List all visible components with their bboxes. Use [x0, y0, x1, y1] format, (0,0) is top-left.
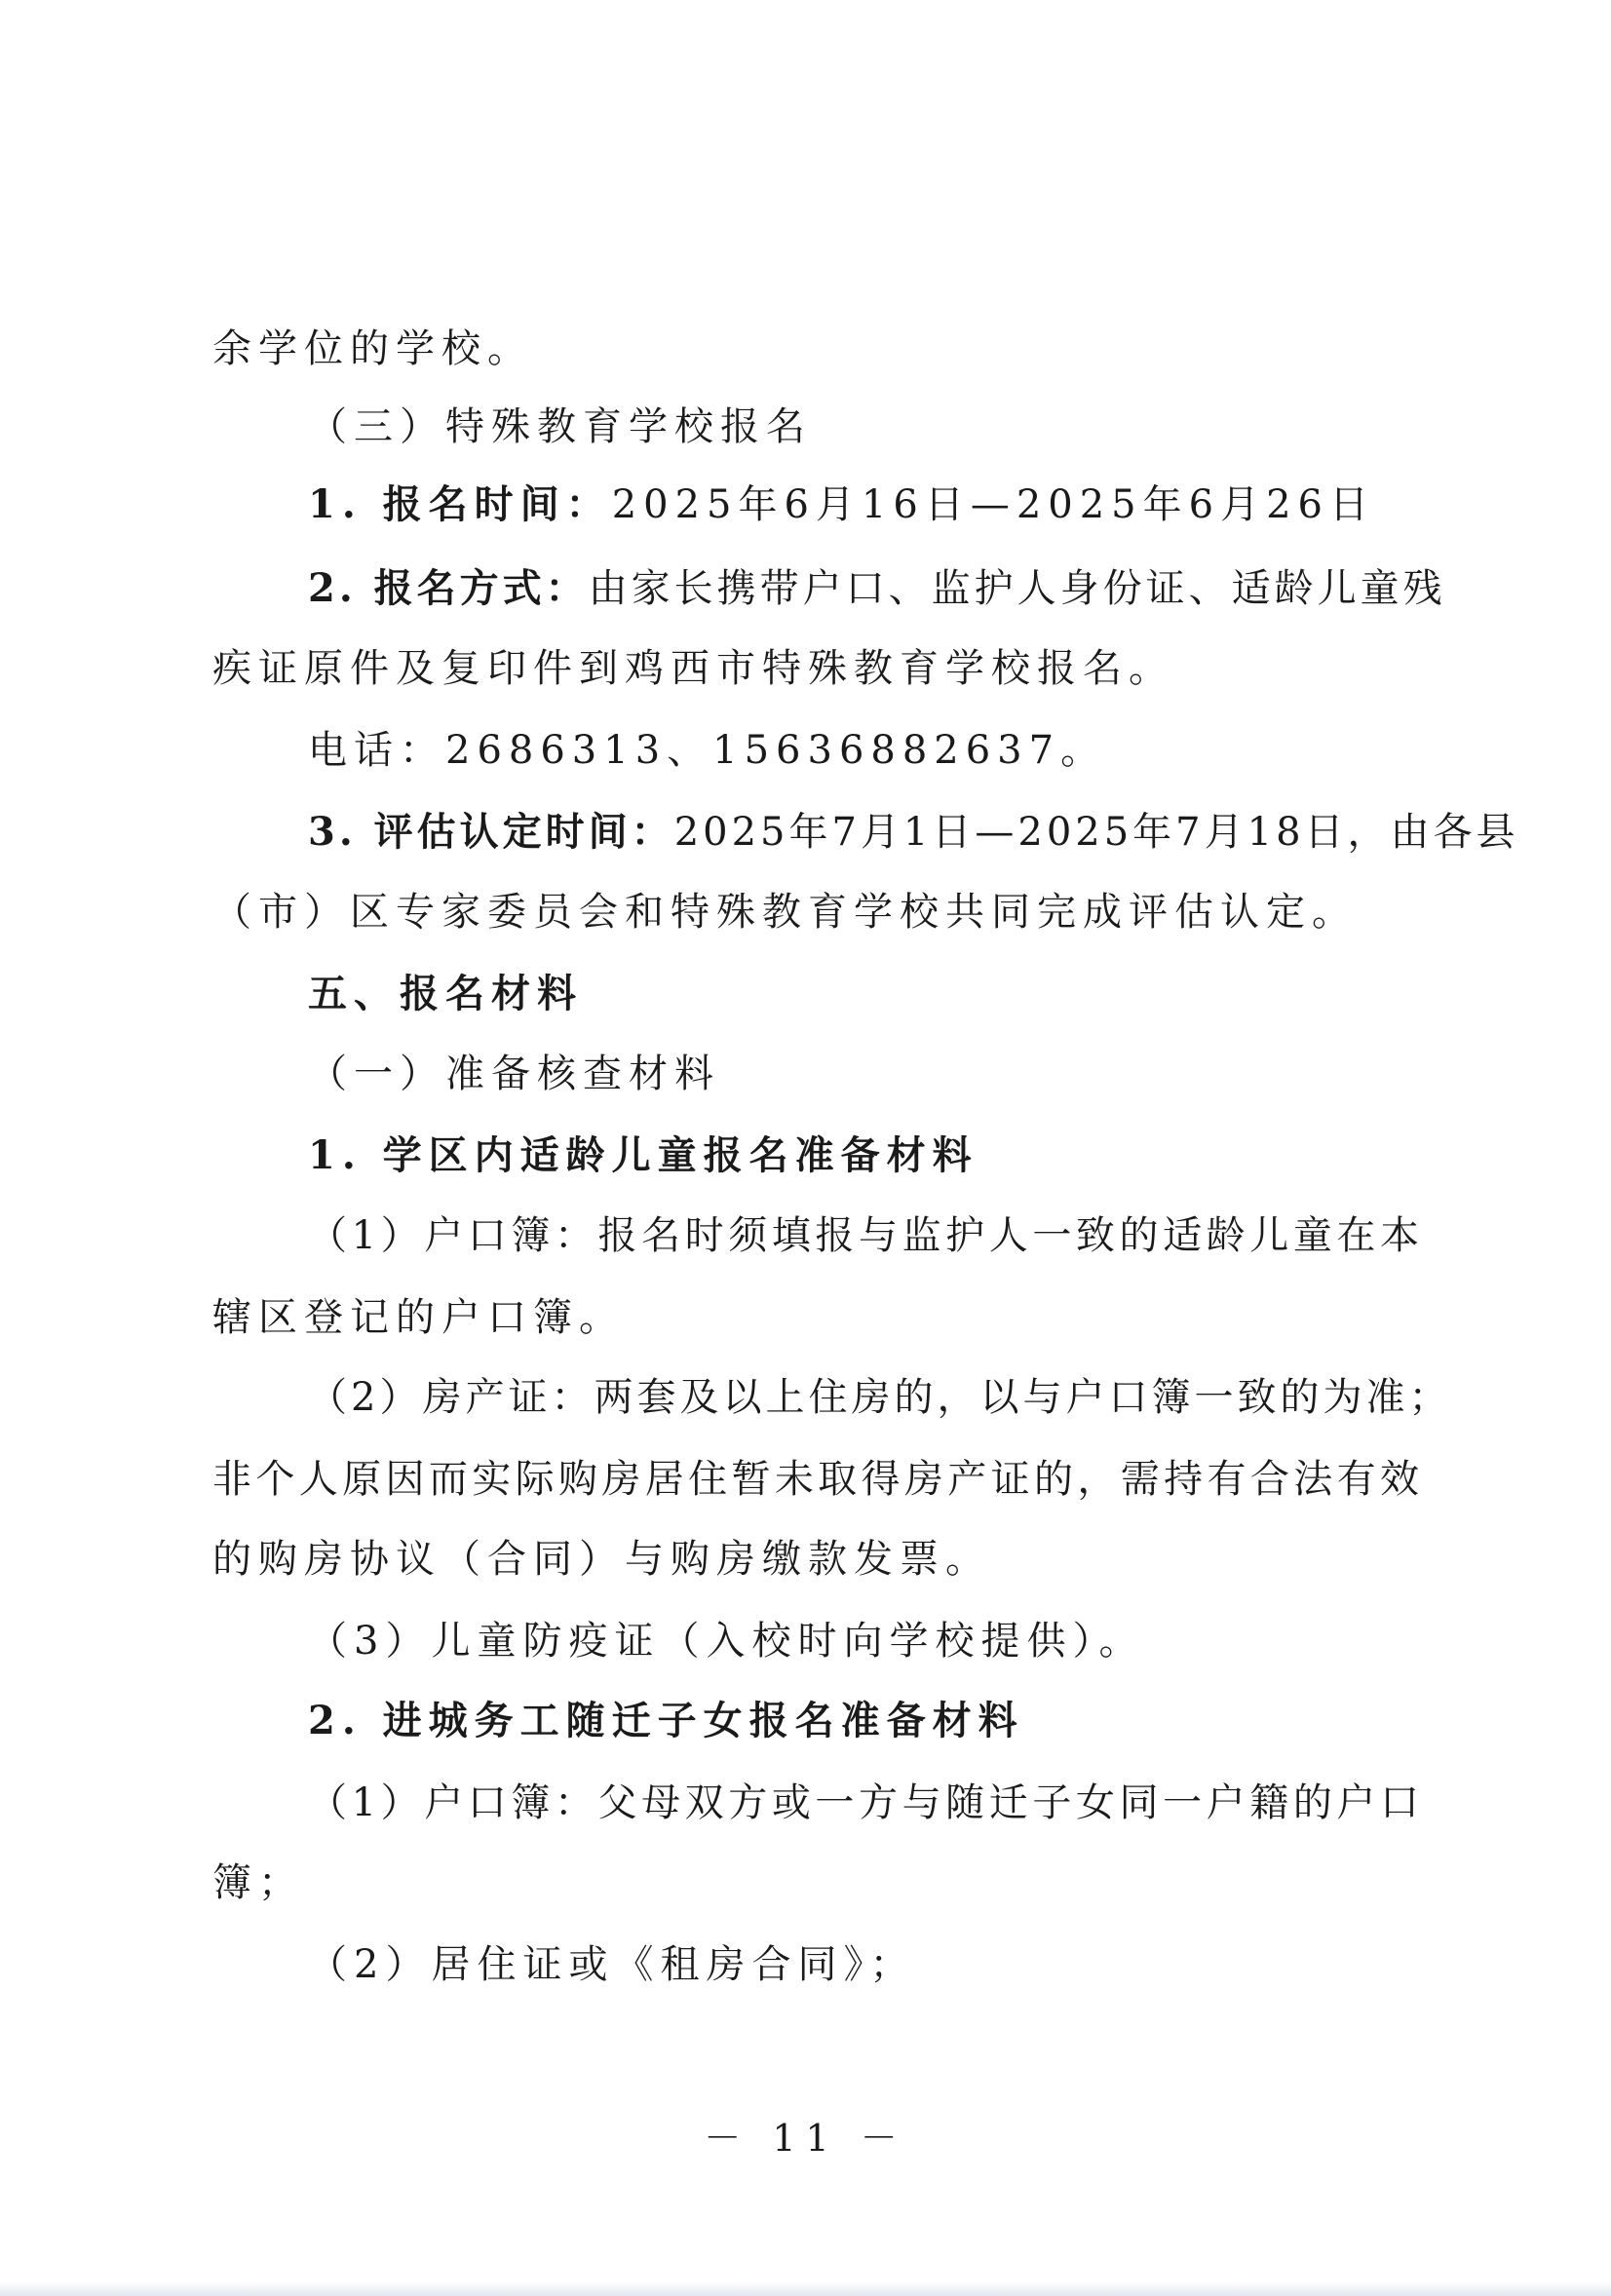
bold-label: 3. 评估认定时间：: [308, 809, 674, 855]
text-line: 电话：2686313、15636882637。: [308, 728, 1107, 773]
text-line: （1）户口簿：父母双方或一方与随迁子女同一户籍的户口: [308, 1780, 1423, 1825]
text-line: 非个人原因而实际购房居住暂未取得房产证的，需持有合法有效: [212, 1457, 1423, 1502]
text-line: 余学位的学校。: [212, 326, 533, 371]
paragraph-line: [212, 325, 533, 372]
paragraph-line: [212, 645, 1174, 692]
subsection-heading: [308, 403, 812, 450]
page-number: － 11 －: [704, 2117, 907, 2160]
text-line: （市）区专家委员会和特殊教育学校共同完成评估认定。: [212, 890, 1358, 935]
text-line: 疾证原件及复印件到鸡西市特殊教育学校报名。: [212, 646, 1174, 691]
paragraph-line: [308, 1374, 1452, 1421]
assessment-time-line: [308, 809, 1519, 856]
section-heading: [308, 971, 583, 1017]
paragraph-line: [308, 1212, 1423, 1259]
phone-line: [308, 727, 1106, 774]
text-line: 1. 学区内适龄儿童报名准备材料: [308, 1132, 978, 1178]
paragraph-line: [212, 1456, 1423, 1503]
item-heading: [308, 1698, 1024, 1744]
text-line: 辖区登记的户口簿。: [212, 1295, 625, 1340]
paragraph-line: [308, 1941, 915, 1988]
paragraph-line: [212, 1859, 304, 1906]
text-line: （3）儿童防疫证（入校时向学校提供）。: [308, 1619, 1145, 1664]
registration-time-line: [308, 481, 1375, 528]
item-heading: [308, 1132, 978, 1179]
text-line: （2）房产证：两套及以上住房的，以与户口簿一致的为准；: [308, 1375, 1452, 1420]
text-line: （1）户口簿：报名时须填报与监护人一致的适龄儿童在本: [308, 1213, 1423, 1258]
paragraph-line: [212, 889, 1358, 936]
paragraph-line: [308, 1618, 1144, 1665]
text-line: 2025年6月16日—2025年6月26日: [611, 482, 1375, 527]
bold-label: 1. 报名时间：: [308, 481, 612, 527]
text-line: （2）居住证或《租房合同》；: [308, 1942, 916, 1987]
scan-edge-shading: [0, 2282, 1611, 2296]
paragraph-line: [212, 1536, 991, 1583]
text-line: 2025年7月1日—2025年7月18日，由各县: [673, 810, 1519, 855]
text-line: 五、报名材料: [308, 971, 583, 1016]
text-line: 2. 进城务工随迁子女报名准备材料: [308, 1698, 1024, 1743]
subsection-heading: [308, 1051, 720, 1097]
text-line: 由家长携带户口、监护人身份证、适龄儿童残: [588, 566, 1446, 611]
text-line: 簿；: [212, 1860, 304, 1905]
text-line: （三）特殊教育学校报名: [308, 404, 812, 449]
paragraph-line: [308, 1779, 1423, 1826]
text-line: 的购房协议（合同）与购房缴款发票。: [212, 1537, 991, 1582]
bold-label: 2. 报名方式：: [308, 565, 589, 611]
registration-method-line: [308, 565, 1446, 612]
text-line: （一）准备核查材料: [308, 1052, 720, 1096]
paragraph-line: [212, 1294, 625, 1341]
